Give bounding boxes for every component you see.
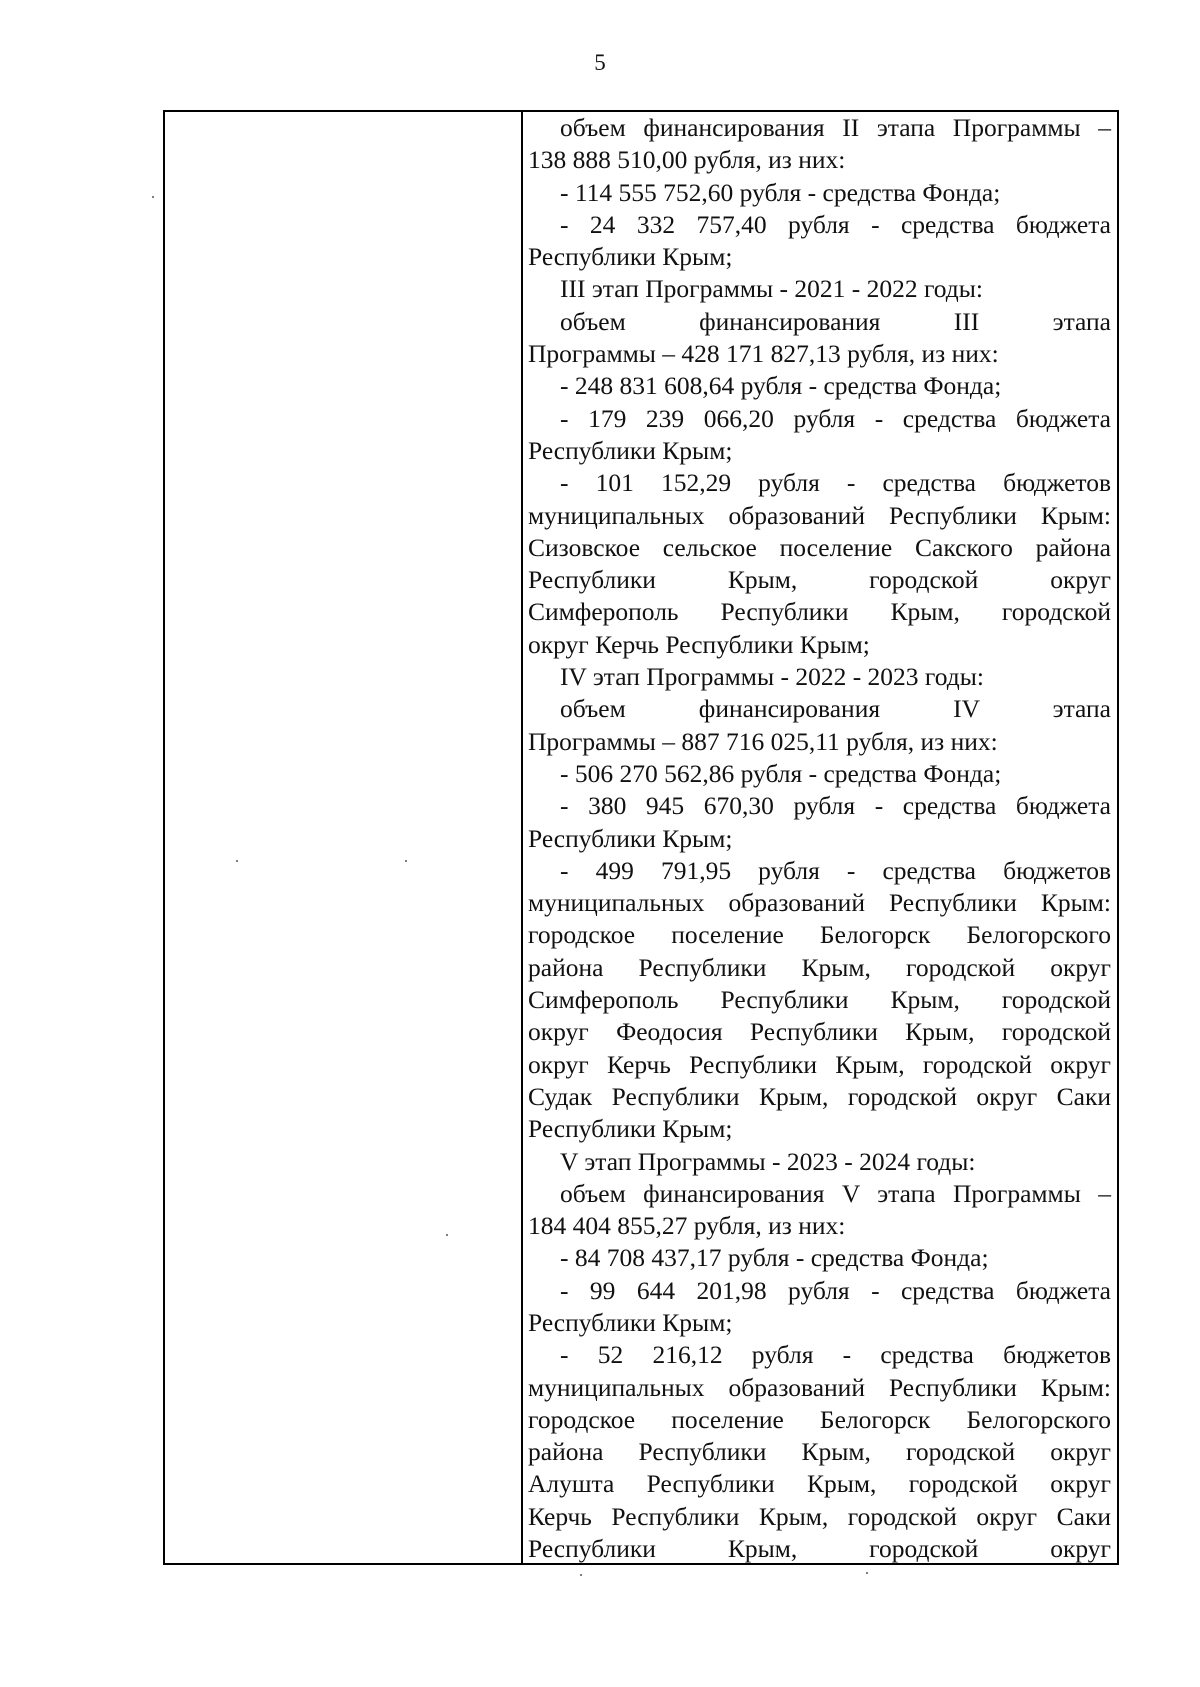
text-line: - 52 216,12 рубля - средства бюджетов xyxy=(560,1340,1111,1370)
text-line: V этап Программы - 2023 - 2024 годы: xyxy=(560,1146,976,1176)
text-line: Республики Крым; xyxy=(528,242,733,272)
program-passport-table xyxy=(163,110,1119,1565)
text-line: Программы – 428 171 827,13 рубля, из них: xyxy=(528,339,999,369)
text-line: городское поселение Белогорск Белогорского xyxy=(528,1404,1111,1434)
text-line: Республики Крым; xyxy=(528,1307,733,1337)
text-line: Республики Крым; xyxy=(528,1114,733,1144)
text-line: муниципальных образований Республики Крым: xyxy=(528,888,1111,918)
text-line: Алушта Республики Крым, городской округ xyxy=(528,1469,1111,1499)
scan-speck xyxy=(405,860,407,862)
page-number: 5 xyxy=(594,50,606,75)
text-line: - 101 152,29 рубля - средства бюджетов xyxy=(560,468,1111,498)
text-line: Судак Республики Крым, городской округ Саки xyxy=(528,1081,1111,1111)
text-line: - 248 831 608,64 рубля - средства Фонда; xyxy=(560,371,1002,401)
text-line: объем финансирования III этапа xyxy=(560,306,1111,336)
text-line: городское поселение Белогорск Белогорского xyxy=(528,920,1111,950)
text-line: - 179 239 066,20 рубля - средства бюджета xyxy=(560,403,1111,433)
text-line: III этап Программы - 2021 - 2022 годы: xyxy=(560,274,983,304)
text-line: Программы – 887 716 025,11 рубля, из них: xyxy=(528,726,998,756)
text-line: объем финансирования V этапа Программы – xyxy=(560,1178,1111,1208)
text-line: Республики Крым, городской округ xyxy=(528,1534,1111,1563)
text-line: Республики Крым; xyxy=(528,823,733,853)
text-line: района Республики Крым, городской округ xyxy=(528,1437,1111,1467)
text-line: 138 888 510,00 рубля, из них: xyxy=(528,145,846,175)
text-line: округ Феодосия Республики Крым, городской xyxy=(528,1017,1111,1047)
text-line: - 99 644 201,98 рубля - средства бюджета xyxy=(560,1275,1111,1305)
text-line: IV этап Программы - 2022 - 2023 годы: xyxy=(560,662,984,692)
text-line: - 24 332 757,40 рубля - средства бюджета xyxy=(560,209,1111,239)
text-line: - 114 555 752,60 рубля - средства Фонда; xyxy=(560,177,1001,207)
text-line: Республики Крым; xyxy=(528,435,733,465)
text-line: Керчь Республики Крым, городской округ Саки xyxy=(528,1501,1111,1531)
text-line: - 499 791,95 рубля - средства бюджетов xyxy=(560,855,1111,885)
text-line: округ Керчь Республики Крым, городской округ xyxy=(528,1049,1111,1079)
text-line: Республики Крым, городской округ xyxy=(528,565,1111,595)
text-line: объем финансирования II этапа Программы – xyxy=(560,113,1111,142)
table-left-column xyxy=(165,112,523,1563)
text-line: - 84 708 437,17 рубля - средства Фонда; xyxy=(560,1243,989,1273)
text-line: Сизовское сельское поселение Сакского района xyxy=(528,532,1111,562)
scan-speck xyxy=(152,196,154,198)
text-line: 184 404 855,27 рубля, из них: xyxy=(528,1211,846,1241)
table-right-column xyxy=(523,112,1117,1563)
text-line: объем финансирования IV этапа xyxy=(560,694,1111,724)
text-line: - 506 270 562,86 рубля - средства Фонда; xyxy=(560,758,1002,788)
text-line: муниципальных образований Республики Крым: xyxy=(528,1372,1111,1402)
text-line: - 380 945 670,30 рубля - средства бюджета xyxy=(560,791,1111,821)
text-line: Симферополь Республики Крым, городской xyxy=(528,597,1111,627)
text-line: муниципальных образований Республики Крым: xyxy=(528,500,1111,530)
text-line: округ Керчь Республики Крым; xyxy=(528,629,870,659)
scan-speck xyxy=(580,1574,582,1576)
scan-speck xyxy=(446,1234,448,1236)
text-line: Симферополь Республики Крым, городской xyxy=(528,985,1111,1015)
text-line: района Республики Крым, городской округ xyxy=(528,952,1111,982)
scan-speck xyxy=(866,1572,868,1574)
scan-speck xyxy=(236,860,238,862)
